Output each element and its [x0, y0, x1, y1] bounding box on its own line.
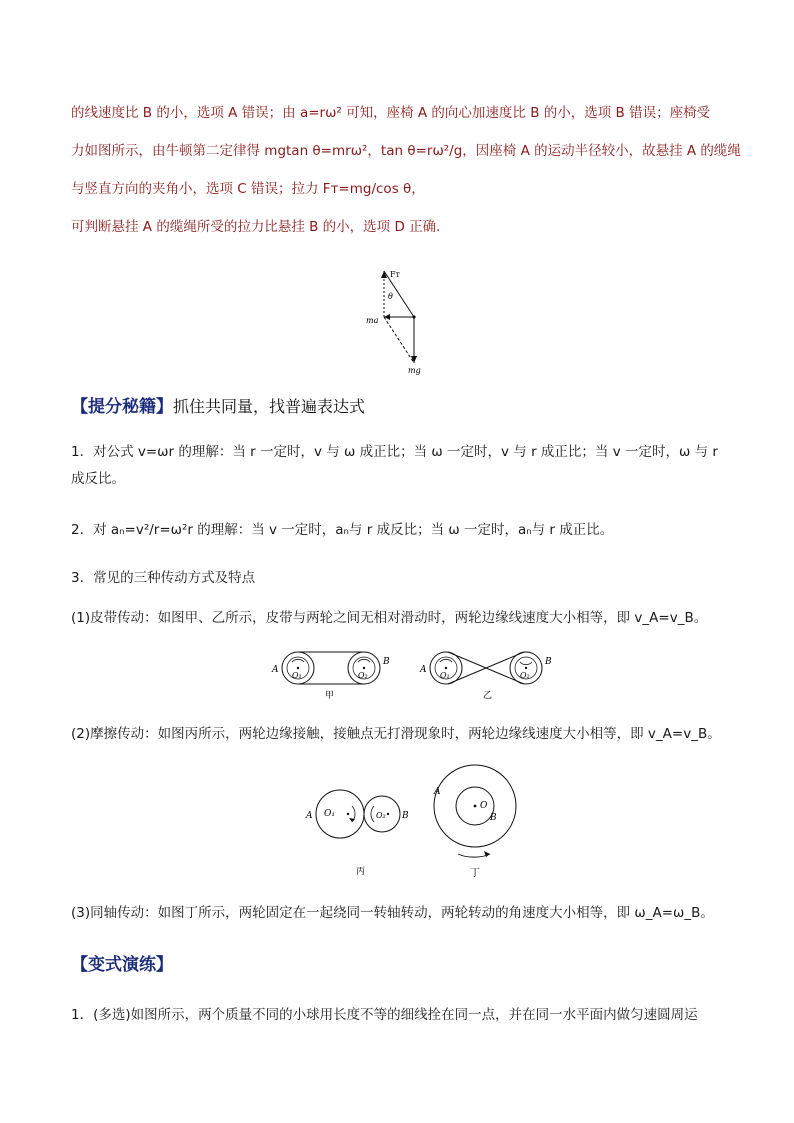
friction-diagram-bing — [300, 780, 415, 880]
caption-ding: 丁 — [470, 868, 480, 879]
tip-2: 2．对 aₙ=v²/r=ω²r 的理解：当 v 一定时，aₙ与 r 成反比；当 ω 一定时，aₙ与 r 成正比。 — [71, 522, 614, 538]
yi-label-a: A — [420, 665, 427, 675]
solution-line-1: 的线速度比 B 的小，选项 A 错误；由 a=rω² 可知，座椅 A 的向心加速度比 B 的小，选项 B 错误；座椅受 — [71, 105, 711, 121]
label-mg: mg — [408, 366, 421, 375]
caption-yi: 乙 — [483, 691, 493, 700]
caption-bing: 丙 — [356, 867, 366, 877]
yi-label-o2: O₂ — [520, 671, 530, 680]
bing-label-b: B — [402, 811, 409, 821]
jia-label-o1: O₁ — [292, 671, 302, 680]
jia-label-a: A — [272, 665, 279, 675]
belt-diagram-yi — [418, 648, 558, 700]
solution-line-3: 与竖直方向的夹角小，选项 C 错误；拉力 Fᴛ=mg/cos θ， — [71, 181, 425, 197]
coaxial-diagram-ding — [420, 762, 530, 880]
tip-coaxial: (3)同轴传动：如图丁所示，两轮固定在一起绕同一转轴转动，两轮转动的角速度大小相等，即 ω_A=ω_B。 — [71, 905, 714, 921]
jia-label-o2: O₂ — [358, 671, 368, 680]
exercise-q1: 1．(多选)如图所示，两个质量不同的小球用长度不等的细线拴在同一点，并在同一水平面内做匀速圆周运 — [71, 1007, 698, 1023]
solution-line-2: 力如图所示，由牛顿第二定律得 mgtan θ=mrω²，tan θ=rω²/g，因座椅 A 的运动半径较小，故悬挂 A 的缆绳 — [71, 143, 741, 159]
bing-label-o2: O₂ — [376, 811, 386, 820]
belt-diagram-jia — [270, 648, 395, 700]
label-theta: θ — [388, 292, 393, 301]
yi-label-b: B — [545, 657, 552, 667]
solution-line-4: 可判断悬挂 A 的缆绳所受的拉力比悬挂 B 的小，选项 D 正确． — [71, 219, 450, 235]
bing-label-o1: O₁ — [324, 809, 335, 819]
tips-heading — [71, 392, 365, 417]
label-ft: Fᴛ — [390, 270, 400, 279]
ding-label-a: A — [434, 787, 441, 797]
label-ma: ma — [366, 316, 379, 325]
tip-friction: (2)摩擦传动：如图丙所示，两轮边缘接触，接触点无打滑现象时，两轮边缘线速度大小相等，即 v_A=v_B。 — [71, 726, 721, 742]
variant-heading: 【变式演练】 — [71, 955, 173, 975]
tip-3: 3．常见的三种传动方式及特点 — [71, 570, 256, 586]
jia-label-b: B — [383, 657, 390, 667]
tips-heading-tag: 【提分秘籍】 — [71, 397, 173, 417]
ding-label-o: O — [480, 801, 488, 811]
tip-belt: (1)皮带传动：如图甲、乙所示，皮带与两轮之间无相对滑动时，两轮边缘线速度大小相等，即 v_A=v_B。 — [71, 610, 708, 626]
tip-1-a: 1．对公式 v=ωr 的理解：当 r 一定时，v 与 ω 成正比；当 ω 一定时，v 与 r 成正比；当 v 一定时，ω 与 r — [71, 444, 718, 460]
yi-label-o1: O₁ — [440, 671, 450, 680]
caption-jia: 甲 — [325, 691, 335, 700]
bing-label-a: A — [306, 811, 313, 821]
force-diagram — [360, 265, 440, 375]
ding-label-b: B — [490, 813, 497, 823]
tips-heading-text: 抓住共同量，找普遍表达式 — [173, 397, 366, 416]
tip-1-b: 成反比。 — [71, 471, 125, 487]
